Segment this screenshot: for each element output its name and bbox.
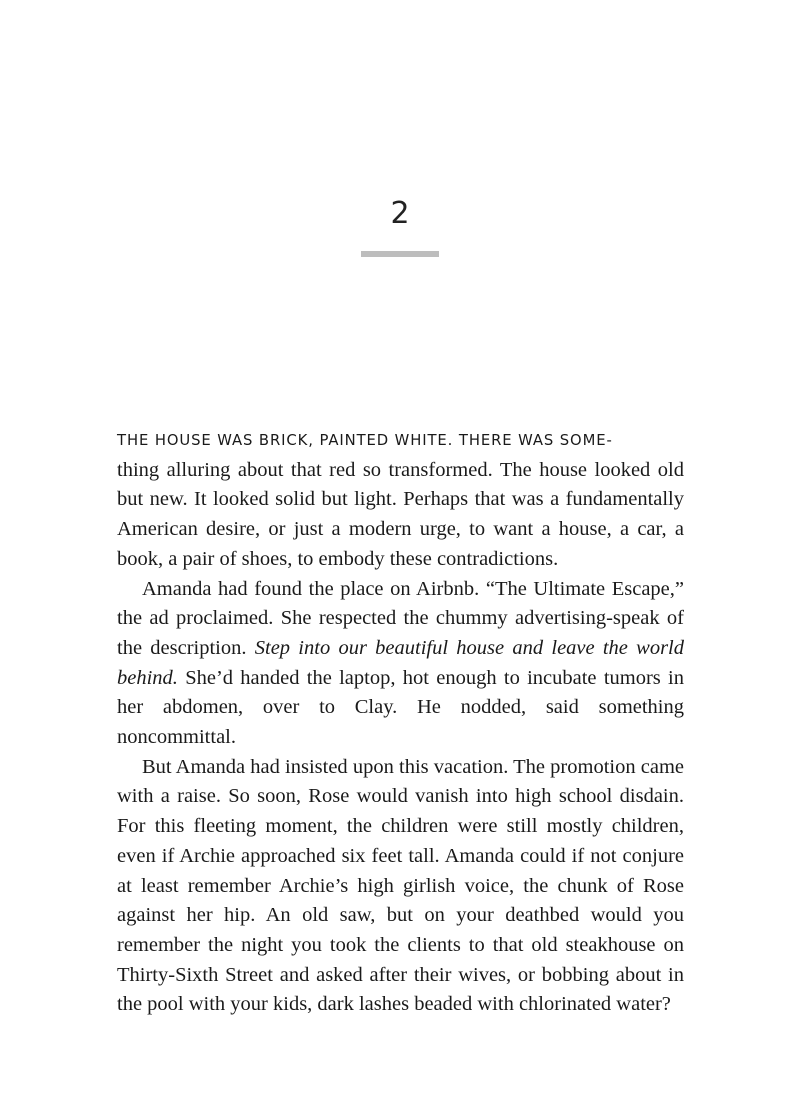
paragraph-2-text-after: She’d handed the laptop, hot enough to incubate tumors in her abdomen, over to Clay. He nodded, said something noncommittal.: [117, 666, 684, 749]
chapter-divider: [361, 251, 439, 257]
chapter-body: [117, 425, 684, 1020]
paragraph-3: [117, 753, 684, 1020]
paragraph-1: [117, 425, 684, 575]
paragraph-2: [117, 575, 684, 753]
paragraph-3-text: But Amanda had insisted upon this vacation. The promotion came with a raise. So soon, Rose would vanish into high school disdain. For this fleeting moment, the children were still mostly children, even if Archie approached six feet tall. Amanda could if not conjure at least remember Archie’s high girlish voice, the chunk of Rose against her hip. An old saw, but on your deathbed would you remember the night you took the clients to that old steakhouse on Thirty-Sixth Street and asked after their wives, or bobbing about in the pool with your kids, dark lashes beaded with chlorinated water?: [117, 755, 684, 1016]
opening-small-caps: THE HOUSE WAS BRICK, PAINTED WHITE. THERE WAS SOME-: [117, 432, 613, 449]
chapter-number: 2: [390, 196, 410, 231]
paragraph-2-italic-quote: Step into our beautiful house and leave the world behind.: [117, 636, 684, 689]
paragraph-2-text-before: Amanda had found the place on Airbnb. “The Ultimate Escape,” the ad proclaimed. She respected the chummy advertising-speak of the description.: [117, 577, 684, 659]
paragraph-1-text: thing alluring about that red so transformed. The house looked old but new. It looked solid but light. Perhaps that was a fundamentally American desire, or just a modern urge, to want a house, a car, a book, a pair of shoes, to embody these contradictions.: [117, 458, 684, 570]
